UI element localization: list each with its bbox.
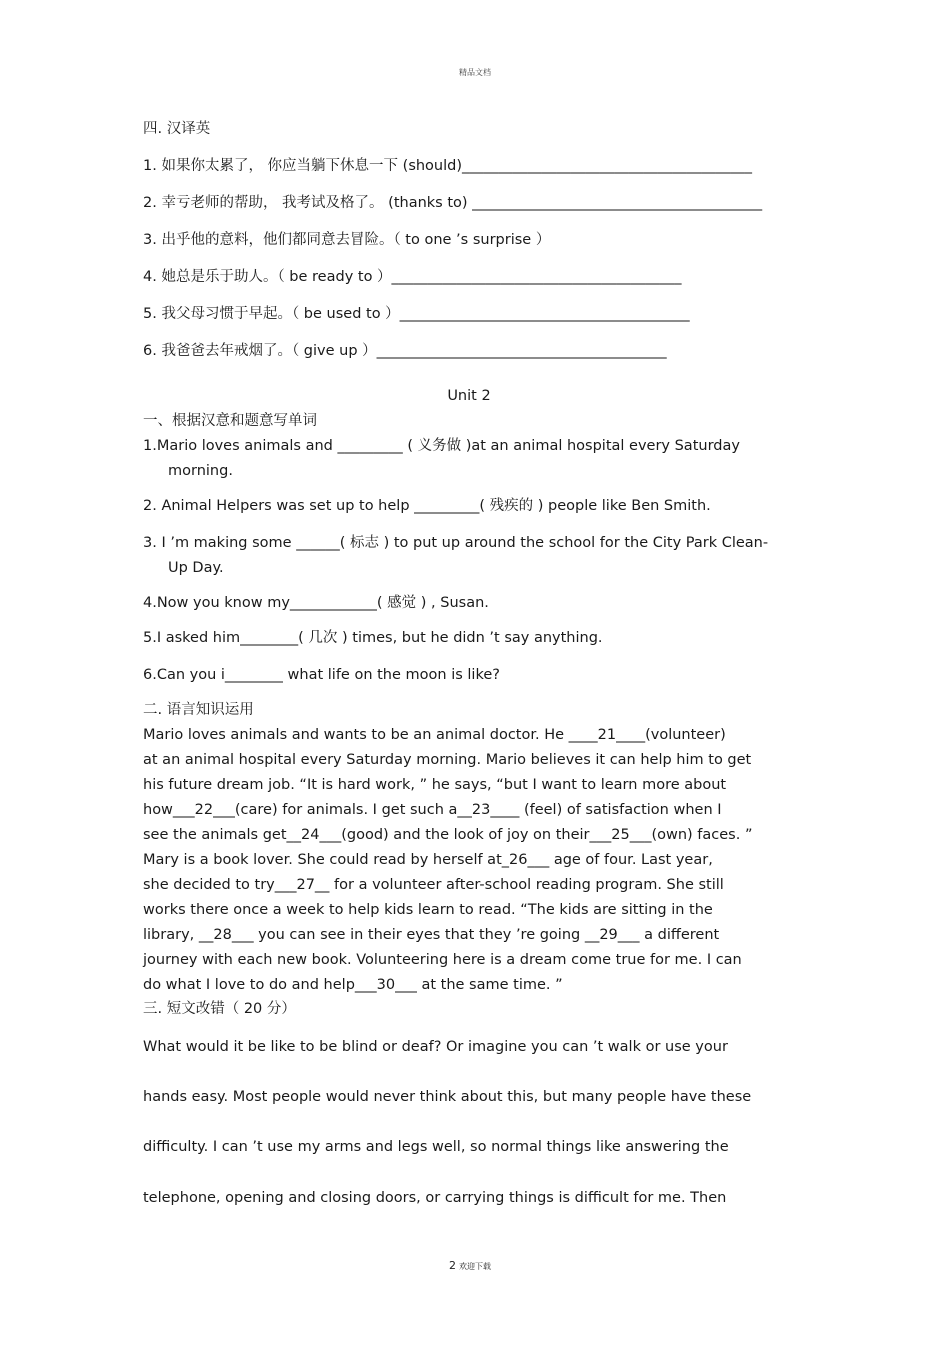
part2-line: how___22___(care) for animals. I get such a__23____ (feel) of satisfaction when I xyxy=(143,802,722,818)
part2-line: see the animals get__24___(good) and the look of joy on their___25___(own) faces. ” xyxy=(143,827,753,843)
section4-item-5: 5. 我父母习惯于早起。（ be used to ）________________________________________ xyxy=(143,306,690,322)
part3-heading: 三. 短文改错（ 20 分） xyxy=(143,1001,296,1017)
part1-q1-line1: 1.Mario loves animals and _________ ( 义务做 )at an animal hospital every Saturday xyxy=(143,438,740,454)
part3-line: telephone, opening and closing doors, or carrying things is difficult for me. Then xyxy=(143,1190,727,1206)
part2-line: do what I love to do and help___30___ at the same time. ” xyxy=(143,977,563,993)
part1-q2: 2. Animal Helpers was set up to help _________( 残疾的 ) people like Ben Smith. xyxy=(143,498,711,514)
page-header: 精品文档 xyxy=(459,68,491,77)
footer-text: 欢迎下载 xyxy=(459,1262,491,1271)
unit-title: Unit 2 xyxy=(447,388,491,404)
part2-line: she decided to try___27__ for a volunteer after-school reading program. She still xyxy=(143,877,724,893)
part2-line: Mary is a book lover. She could read by herself at_26___ age of four. Last year, xyxy=(143,852,713,868)
part1-q3-line1: 3. I ’m making some ______( 标志 ) to put up around the school for the City Park Clean- xyxy=(143,535,769,551)
part2-line: Mario loves animals and wants to be an animal doctor. He ____21____(volunteer) xyxy=(143,727,726,743)
section4-item-2: 2. 幸亏老师的帮助， 我考试及格了。 (thanks to) ________________________________________ xyxy=(143,195,763,211)
section4-item-6: 6. 我爸爸去年戒烟了。（ give up ）________________________________________ xyxy=(143,343,667,359)
part2-line: works there once a week to help kids learn to read. “The kids are sitting in the xyxy=(143,902,713,918)
part2-line: library, __28___ you can see in their eyes that they ’re going __29___ a different xyxy=(143,927,720,943)
page-footer xyxy=(449,1259,491,1272)
part2-line: his future dream job. “It is hard work, ” he says, “but I want to learn more about xyxy=(143,777,727,793)
section4-item-3: 3. 出乎他的意料，他们都同意去冒险。（ to one ’s surprise ） xyxy=(143,232,551,248)
part1-q3-line2: Up Day. xyxy=(168,560,224,576)
part1-heading: 一、根据汉意和题意写单词 xyxy=(143,413,317,429)
part2-heading: 二. 语言知识运用 xyxy=(143,702,254,718)
section4-item-1: 1. 如果你太累了， 你应当躺下休息一下 (should)________________________________________ xyxy=(143,158,753,174)
section4-item-4: 4. 她总是乐于助人。（ be ready to ）________________________________________ xyxy=(143,269,682,285)
part1-q4: 4.Now you know my____________( 感觉 ) , Susan. xyxy=(143,595,489,611)
part1-q6: 6.Can you i________ what life on the moon is like? xyxy=(143,667,500,683)
part3-line: hands easy. Most people would never think about this, but many people have these xyxy=(143,1089,752,1105)
part2-line: journey with each new book. Volunteering here is a dream come true for me. I can xyxy=(143,952,742,968)
part1-q5: 5.I asked him________( 几次 ) times, but he didn ’t say anything. xyxy=(143,630,603,646)
section4-heading: 四. 汉译英 xyxy=(143,121,211,137)
part3-line: What would it be like to be blind or deaf? Or imagine you can ’t walk or use your xyxy=(143,1039,728,1055)
part2-line: at an animal hospital every Saturday morning. Mario believes it can help him to get xyxy=(143,752,752,768)
part1-q1-line2: morning. xyxy=(168,463,233,479)
page-number: 2 xyxy=(449,1259,456,1272)
part3-line: difficulty. I can ’t use my arms and legs well, so normal things like answering the xyxy=(143,1139,729,1155)
